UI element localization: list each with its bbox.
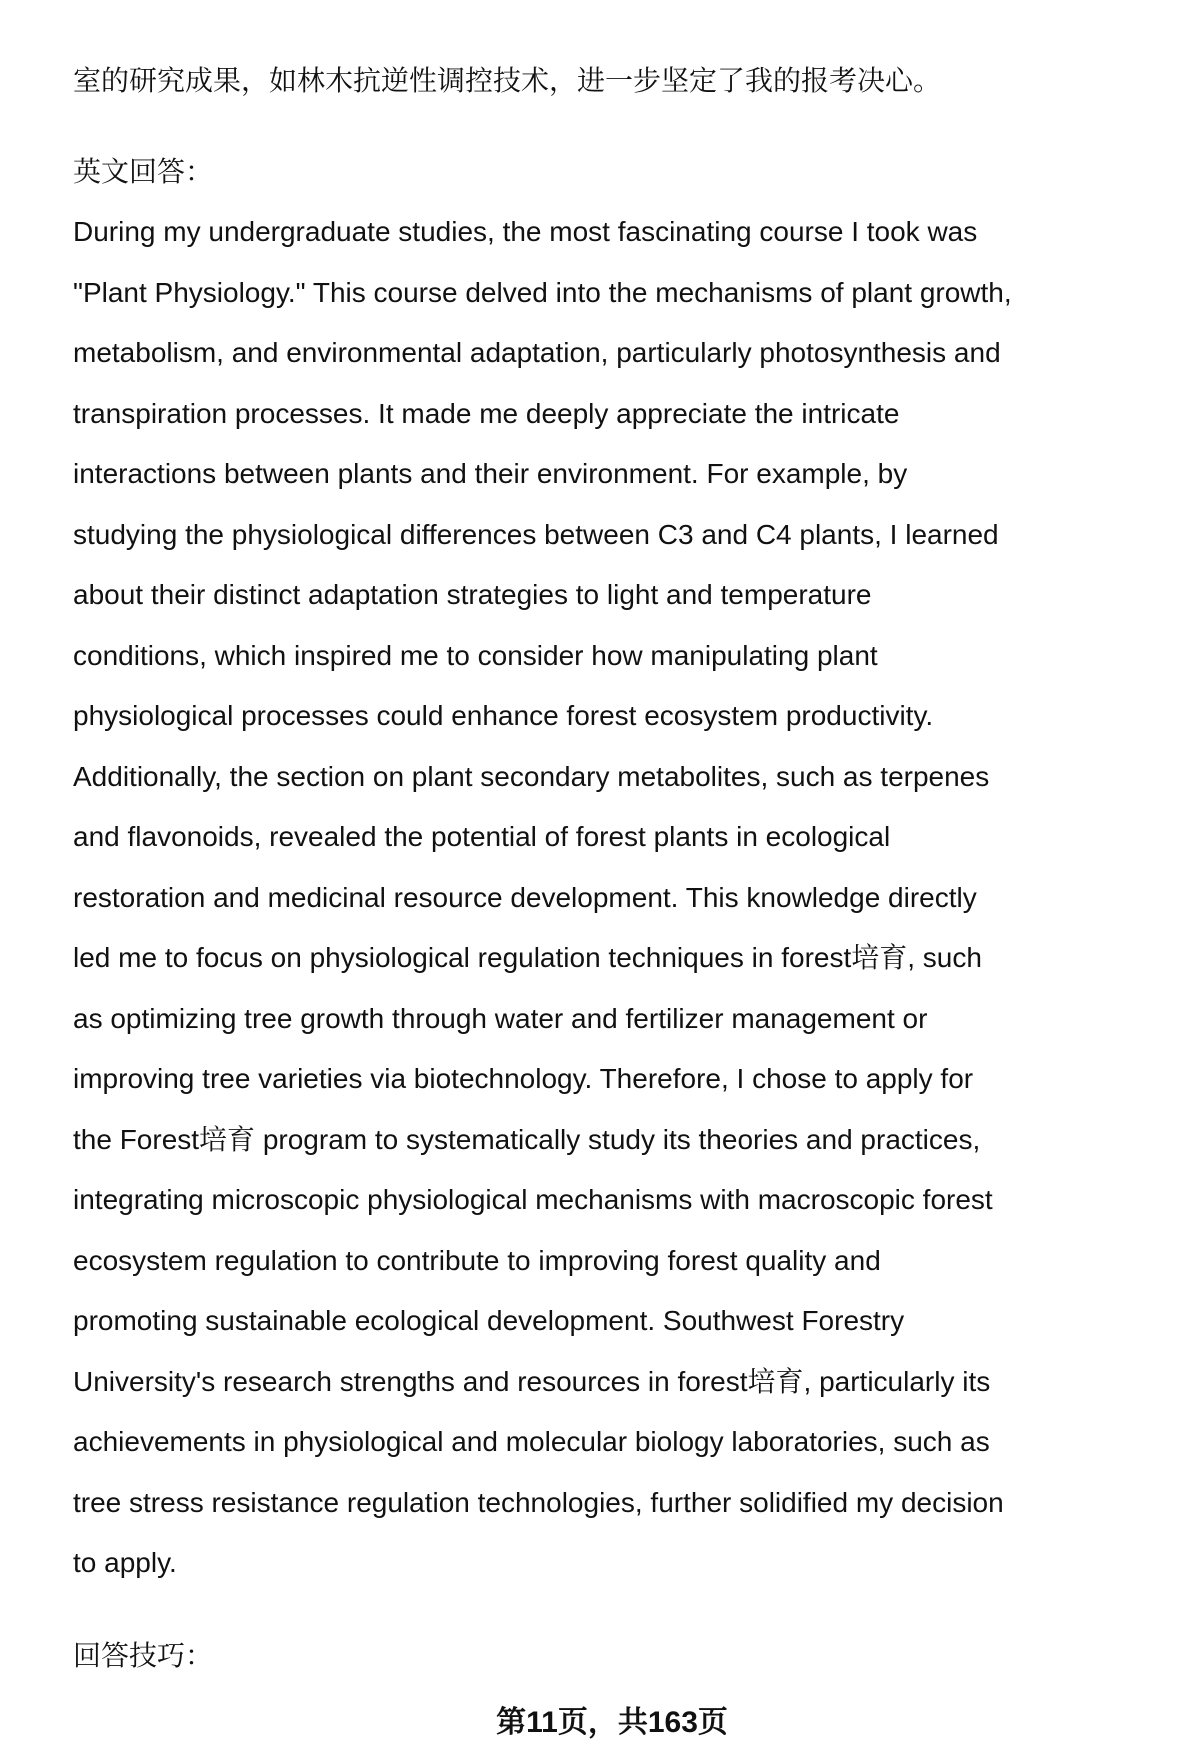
page-number-footer: 第11页，共163页 xyxy=(496,1706,728,1739)
continued-paragraph-line: 室的研究成果，如林木抗逆性调控技术，进一步坚定了我的报考决心。 xyxy=(73,65,942,96)
paragraph-line: about their distinct adaptation strategies to light and temperature xyxy=(73,579,872,610)
paragraph-line: improving tree varieties via biotechnology. Therefore, I chose to apply for xyxy=(73,1063,974,1094)
answer-tips-heading: 回答技巧： xyxy=(73,1640,214,1671)
paragraph-line: ecosystem regulation to contribute to improving forest quality and xyxy=(73,1244,881,1276)
paragraph-line: "Plant Physiology." This course delved into the mechanisms of plant growth, xyxy=(73,276,1012,308)
paragraph-line: and flavonoids, revealed the potential of forest plants in ecological xyxy=(73,821,891,852)
paragraph-line: integrating microscopic physiological mechanisms with macroscopic forest xyxy=(73,1184,993,1215)
paragraph-line: achievements in physiological and molecular biology laboratories, such as xyxy=(73,1426,990,1457)
paragraph-line: conditions, which inspired me to consider how manipulating plant xyxy=(73,639,878,671)
paragraph-line: Additionally, the section on plant secondary metabolites, such as terpenes xyxy=(73,760,990,792)
paragraph-line: led me to focus on physiological regulation techniques in forest培育, such xyxy=(73,942,982,973)
english-answer-heading: 英文回答： xyxy=(73,156,214,187)
paragraph-line: promoting sustainable ecological development. Southwest Forestry xyxy=(73,1305,905,1336)
paragraph-line: During my undergraduate studies, the most fascinating course I took was xyxy=(73,216,978,247)
paragraph-line: the Forest培育 program to systematically study its theories and practices, xyxy=(73,1123,981,1155)
paragraph-line: transpiration processes. It made me deeply appreciate the intricate xyxy=(73,397,900,429)
paragraph-line: studying the physiological differences between C3 and C4 plants, I learned xyxy=(73,518,999,550)
english-answer-paragraph xyxy=(73,202,1173,1594)
paragraph-line: to apply. xyxy=(73,1547,177,1578)
paragraph-line: as optimizing tree growth through water and fertilizer management or xyxy=(73,1002,928,1034)
paragraph-line: tree stress resistance regulation technologies, further solidified my decision xyxy=(73,1486,1004,1518)
paragraph-line: metabolism, and environmental adaptation, particularly photosynthesis and xyxy=(73,337,1001,368)
paragraph-line: University's research strengths and resources in forest培育, particularly its xyxy=(73,1365,991,1397)
paragraph-line: physiological processes could enhance forest ecosystem productivity. xyxy=(73,700,934,731)
paragraph-line: interactions between plants and their environment. For example, by xyxy=(73,458,908,489)
paragraph-line: restoration and medicinal resource development. This knowledge directly xyxy=(73,881,977,913)
